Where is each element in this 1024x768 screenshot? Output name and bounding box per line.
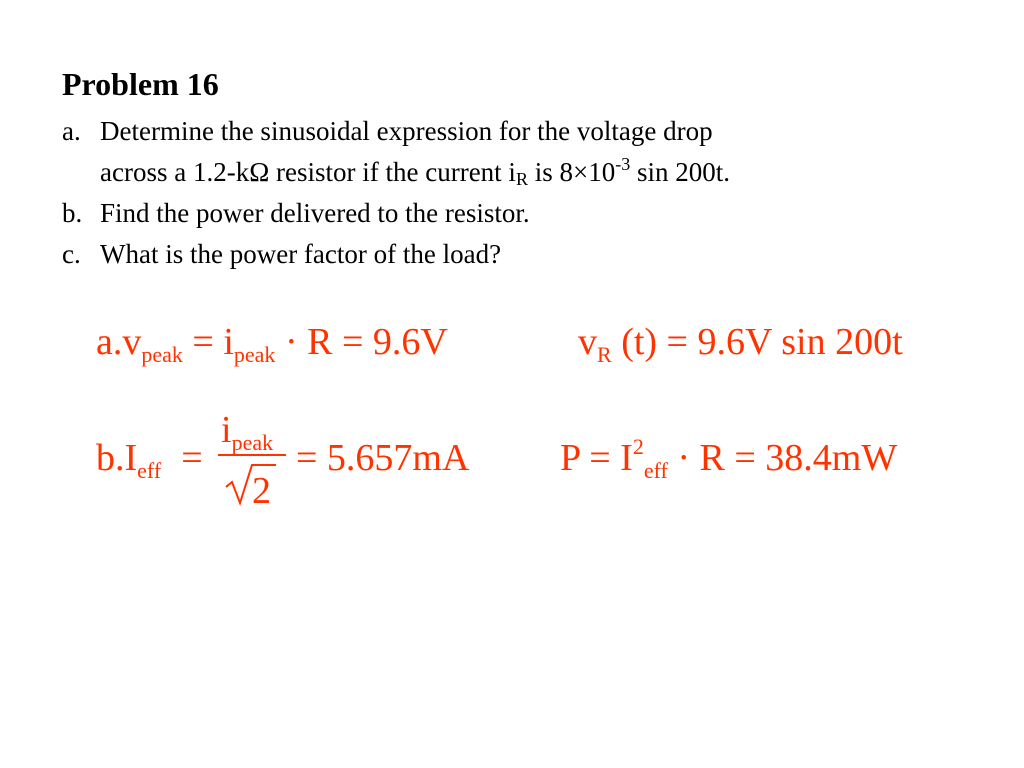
eq-p-sub: eff: [643, 458, 668, 483]
eq-a-lhs: a.v: [96, 321, 142, 363]
equation-b-result: = 5.657mA: [296, 437, 470, 479]
item-a-label: a.: [62, 116, 81, 146]
eq-p-lhs: P = I: [560, 437, 633, 479]
item-c-text: What is the power factor of the load?: [100, 239, 502, 269]
item-b-label: b.: [62, 198, 83, 228]
item-a-line2-post: sin 200t.: [630, 157, 730, 187]
fraction-denominator: 2: [252, 470, 271, 512]
eq-b-lhs-sub: eff: [137, 458, 162, 483]
eq-vt-sub: R: [597, 342, 612, 367]
eq-a-mid-sub: peak: [233, 342, 276, 367]
equation-b-power: [560, 434, 897, 482]
eq-b-lhs: b.I: [96, 437, 138, 479]
eq-b-equals: =: [181, 437, 203, 479]
item-a-current-subscript: R: [515, 169, 528, 189]
item-a-line2-pre: across a 1.2-kΩ resistor if the current i: [100, 157, 516, 187]
eq-p-sup: 2: [632, 434, 644, 459]
eq-p-rhs: · R = 38.4mW: [667, 437, 898, 479]
eq-a-lhs-sub: peak: [141, 342, 183, 367]
item-c-label: c.: [62, 239, 81, 269]
frac-num-sub: peak: [231, 430, 274, 455]
eq-vt-rhs: (t) = 9.6V sin 200t: [611, 321, 903, 363]
eq-a-rhs: · R = 9.6V: [275, 321, 448, 363]
item-a-exponent: -3: [615, 154, 631, 174]
frac-num-i: i: [221, 409, 232, 451]
eq-a-mid: = i: [182, 321, 234, 363]
eq-vt-v: v: [578, 321, 597, 363]
item-b-text: Find the power delivered to the resistor.: [100, 198, 530, 228]
item-a-line2-mid: is 8×10: [527, 157, 616, 187]
item-a-line1: Determine the sinusoidal expression for the voltage drop: [100, 116, 713, 146]
problem-title: Problem 16: [62, 66, 219, 102]
